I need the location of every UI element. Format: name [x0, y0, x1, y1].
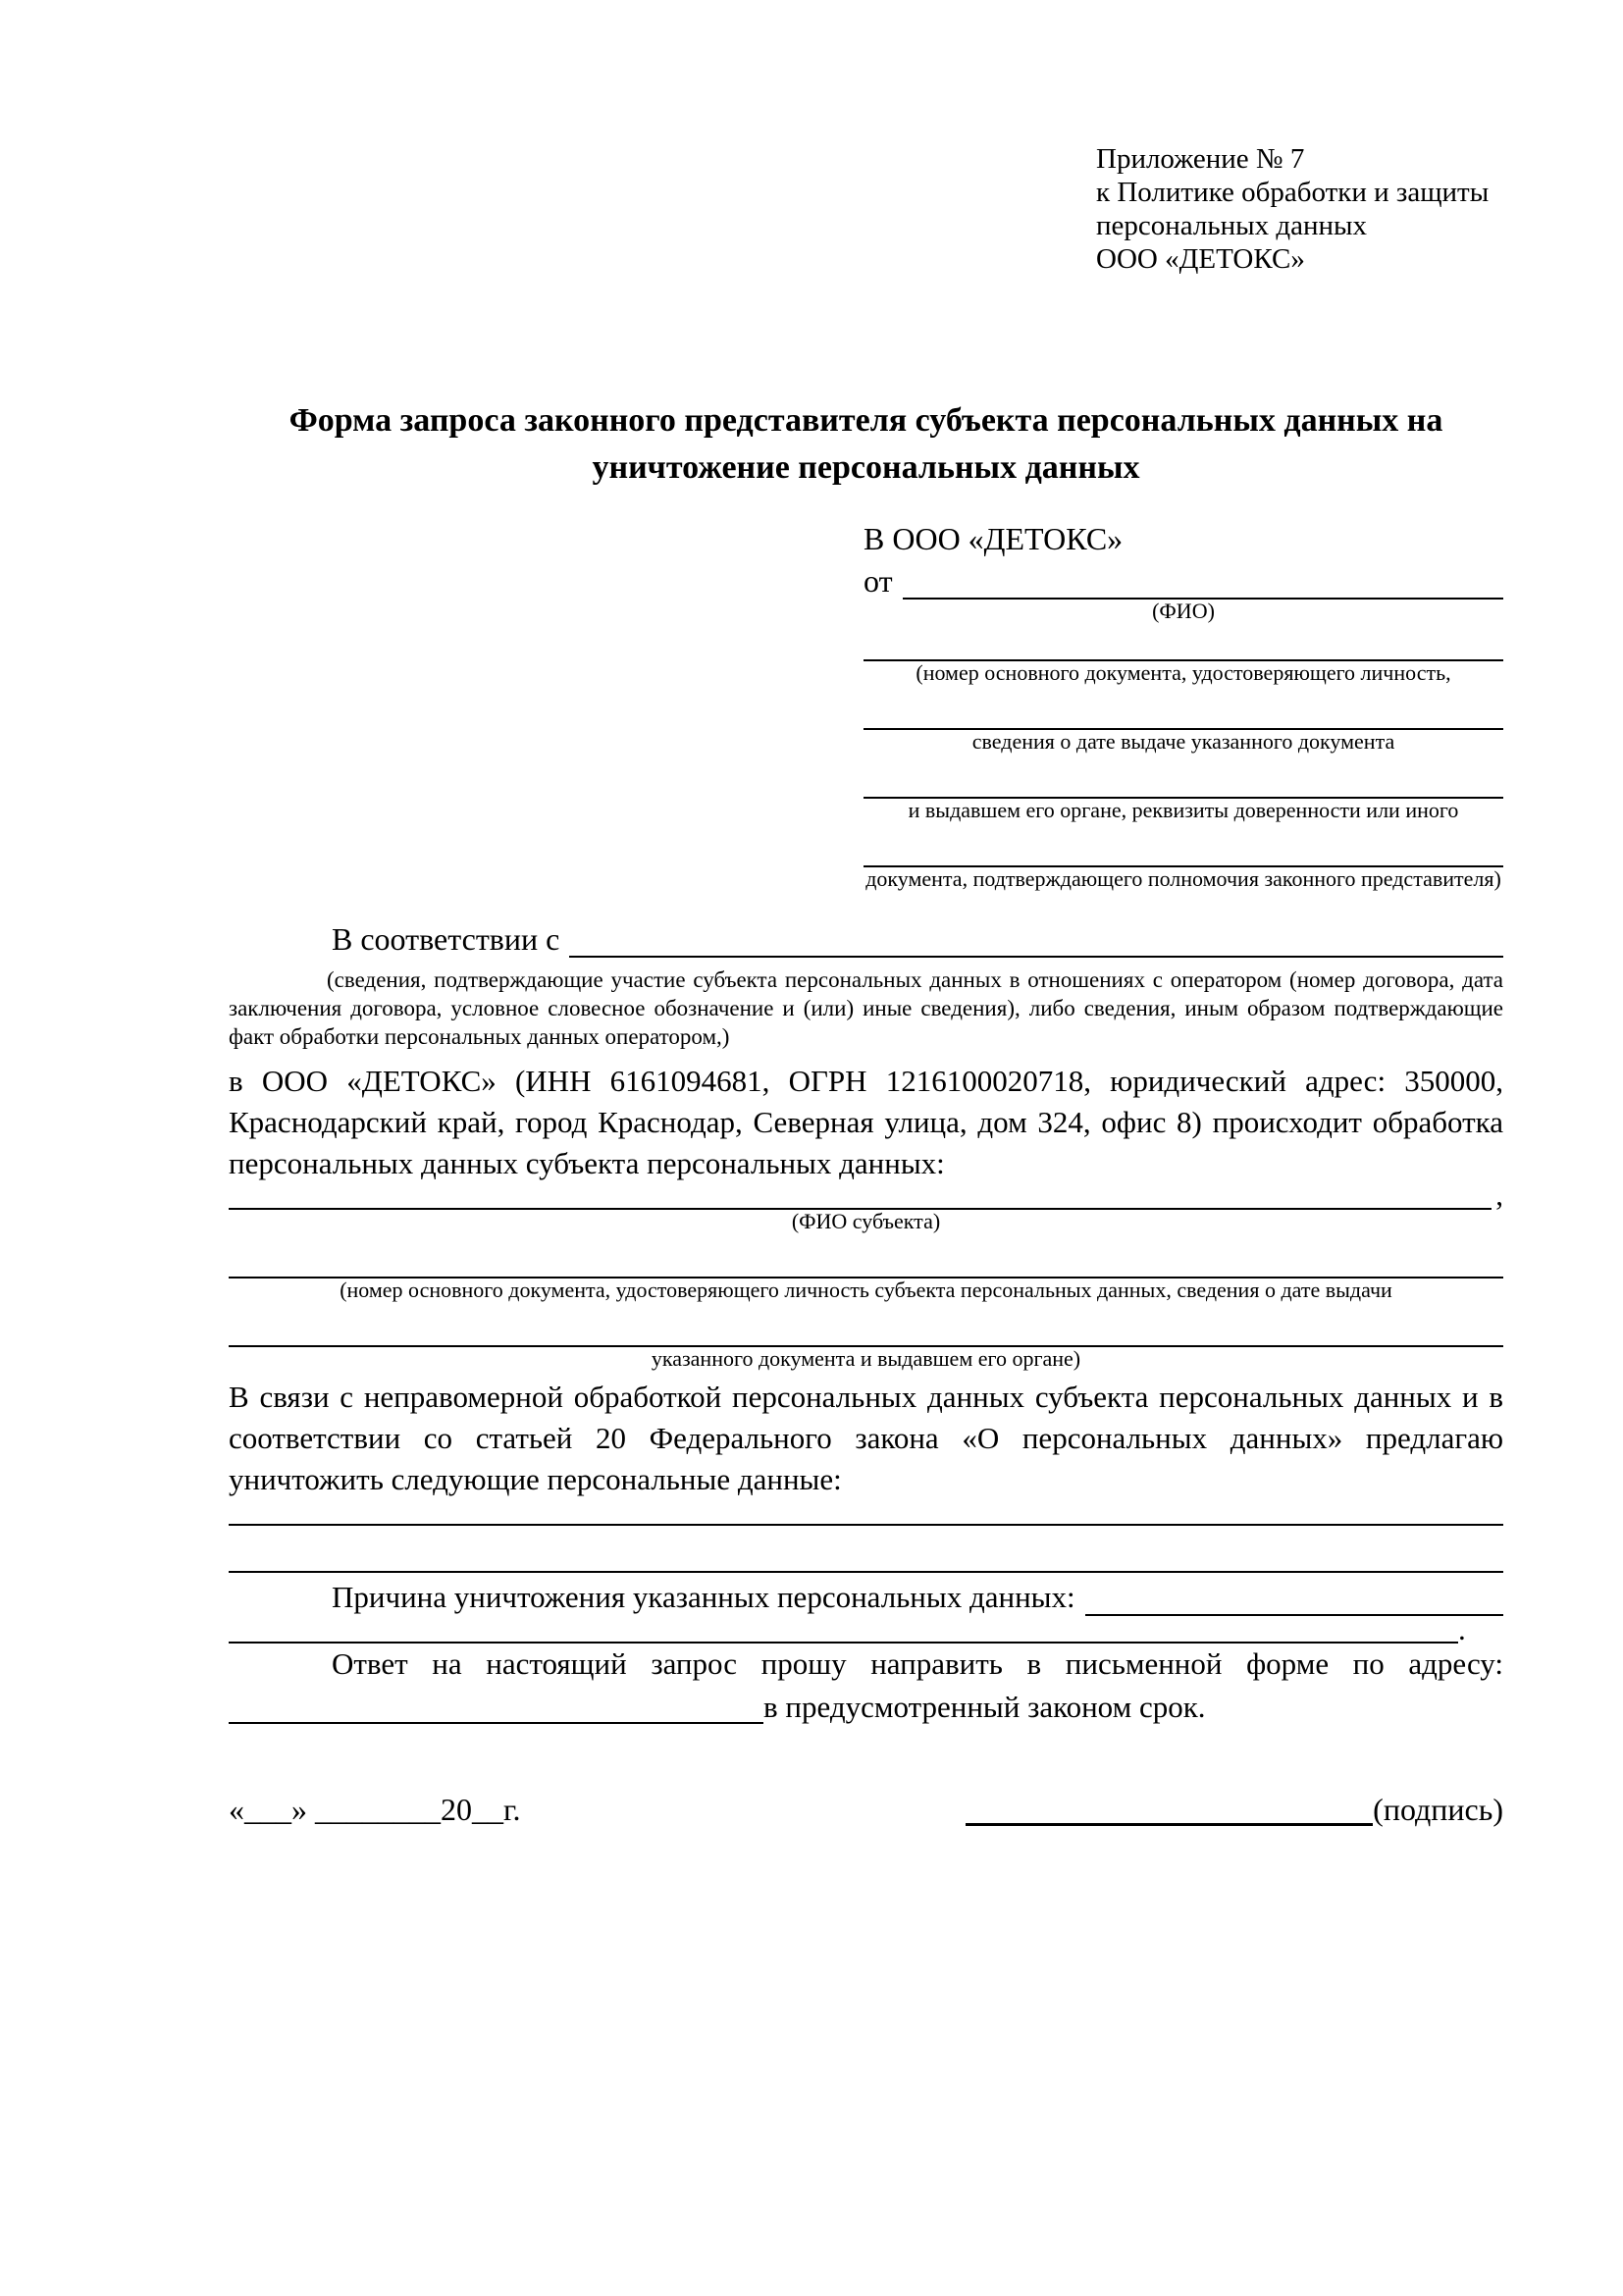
data-to-destroy-row-1 [229, 1500, 1503, 1526]
from-label: от [864, 563, 893, 599]
caption-subject-doc-1: (номер основного документа, удостоверяющего личность субъекта персональных данных, сведения о дате выдачи [340, 1278, 1392, 1302]
representative-fio-field-line [903, 564, 1503, 600]
caption-fio: (ФИО) [1152, 599, 1215, 623]
reason-period: . [1458, 1612, 1466, 1646]
response-line-1: Ответ на настоящий запрос прошу направить в письменной форме по адресу: [332, 1646, 1503, 1681]
reason-row [229, 1573, 1503, 1616]
reason-field-line-2 [229, 1632, 1458, 1644]
accordance-row [229, 916, 1503, 958]
signature-caption: (подпись) [1373, 1792, 1503, 1827]
response-line-2 [229, 1685, 1503, 1726]
id-document-field-line-1 [864, 623, 1503, 661]
page-title: Форма запроса законного представителя субъекта персональных данных на уничтожение персональных данных [288, 402, 1443, 486]
appendix-line-2: к Политике обработки и защиты [1096, 177, 1490, 208]
caption-id-doc-1: (номер основного документа, удостоверяющего личность, [916, 660, 1451, 685]
data-to-destroy-field-line-1 [229, 1514, 1503, 1526]
subject-fio-row [229, 1177, 1503, 1212]
subject-doc-row-2 [229, 1302, 1503, 1347]
basis-field-line [569, 922, 1503, 958]
response-line-2-suffix: в предусмотренный законом срок. [763, 1690, 1206, 1724]
operator-paragraph: в ООО «ДЕТОКС» (ИНН 6161094681, ОГРН 1216100020718, юридический адрес: 350000, Краснодарский край, город Краснодар, Северная улица, дом 324, офис 8) происходит обработка персональных данных субъекта персональных данных: [229, 1064, 1503, 1180]
appendix-line-1: Приложение № 7 [1096, 143, 1305, 175]
reason-row-2 [229, 1612, 1503, 1646]
signature-block [966, 1791, 1503, 1828]
date-line: «___» ________20__г. [229, 1792, 521, 1827]
footer [229, 1785, 1503, 1828]
reason-label: Причина уничтожения указанных персональных данных: [332, 1580, 1075, 1614]
addressee-org: В ООО «ДЕТОКС» [864, 521, 1124, 556]
appendix-line-4: ООО «ДЕТОКС» [1096, 243, 1305, 275]
caption-subject-fio: (ФИО субъекта) [791, 1209, 941, 1233]
from-row [864, 558, 1503, 600]
id-document-field-line-4 [864, 822, 1503, 867]
signature-field-line [966, 1811, 1373, 1826]
accordance-fine-print: (сведения, подтверждающие участие субъекта персональных данных в отношениях с оператором (номер договора, дата заключения договора, условное словесное обозначение и (или) иные сведения), либо сведения, иным образом подтверждающие факт обработки персональных данных оператором,) [229, 967, 1503, 1049]
request-paragraph: В связи с неправомерной обработкой персональных данных субъекта персональных данных и в соответствии со статьей 20 Федерального закона «О персональных данных» предлагаю уничтожить следующие персональные данные: [229, 1380, 1503, 1496]
id-document-field-line-3 [864, 754, 1503, 799]
accordance-lead: В соответствии с [332, 921, 560, 957]
subject-doc-row-1 [229, 1233, 1503, 1278]
caption-subject-doc-2: указанного документа и выдавшем его органе) [651, 1346, 1081, 1371]
appendix-line-3: персональных данных [1096, 210, 1368, 241]
id-document-field-line-2 [864, 685, 1503, 730]
data-to-destroy-row-2 [229, 1526, 1503, 1573]
subject-fio-comma: , [1495, 1177, 1503, 1212]
response-address-field-line [229, 1712, 763, 1724]
data-to-destroy-field-line-2 [229, 1561, 1503, 1573]
caption-id-doc-4: документа, подтверждающего полномочия законного представителя) [865, 866, 1501, 891]
addressee-block [864, 519, 1503, 891]
caption-id-doc-3: и выдавшем его органе, реквизиты доверенности или иного [908, 798, 1459, 822]
caption-id-doc-2: сведения о дате выдаче указанного документа [971, 729, 1395, 754]
reason-field-line-1 [1085, 1581, 1503, 1616]
appendix-reference [1096, 142, 1503, 276]
